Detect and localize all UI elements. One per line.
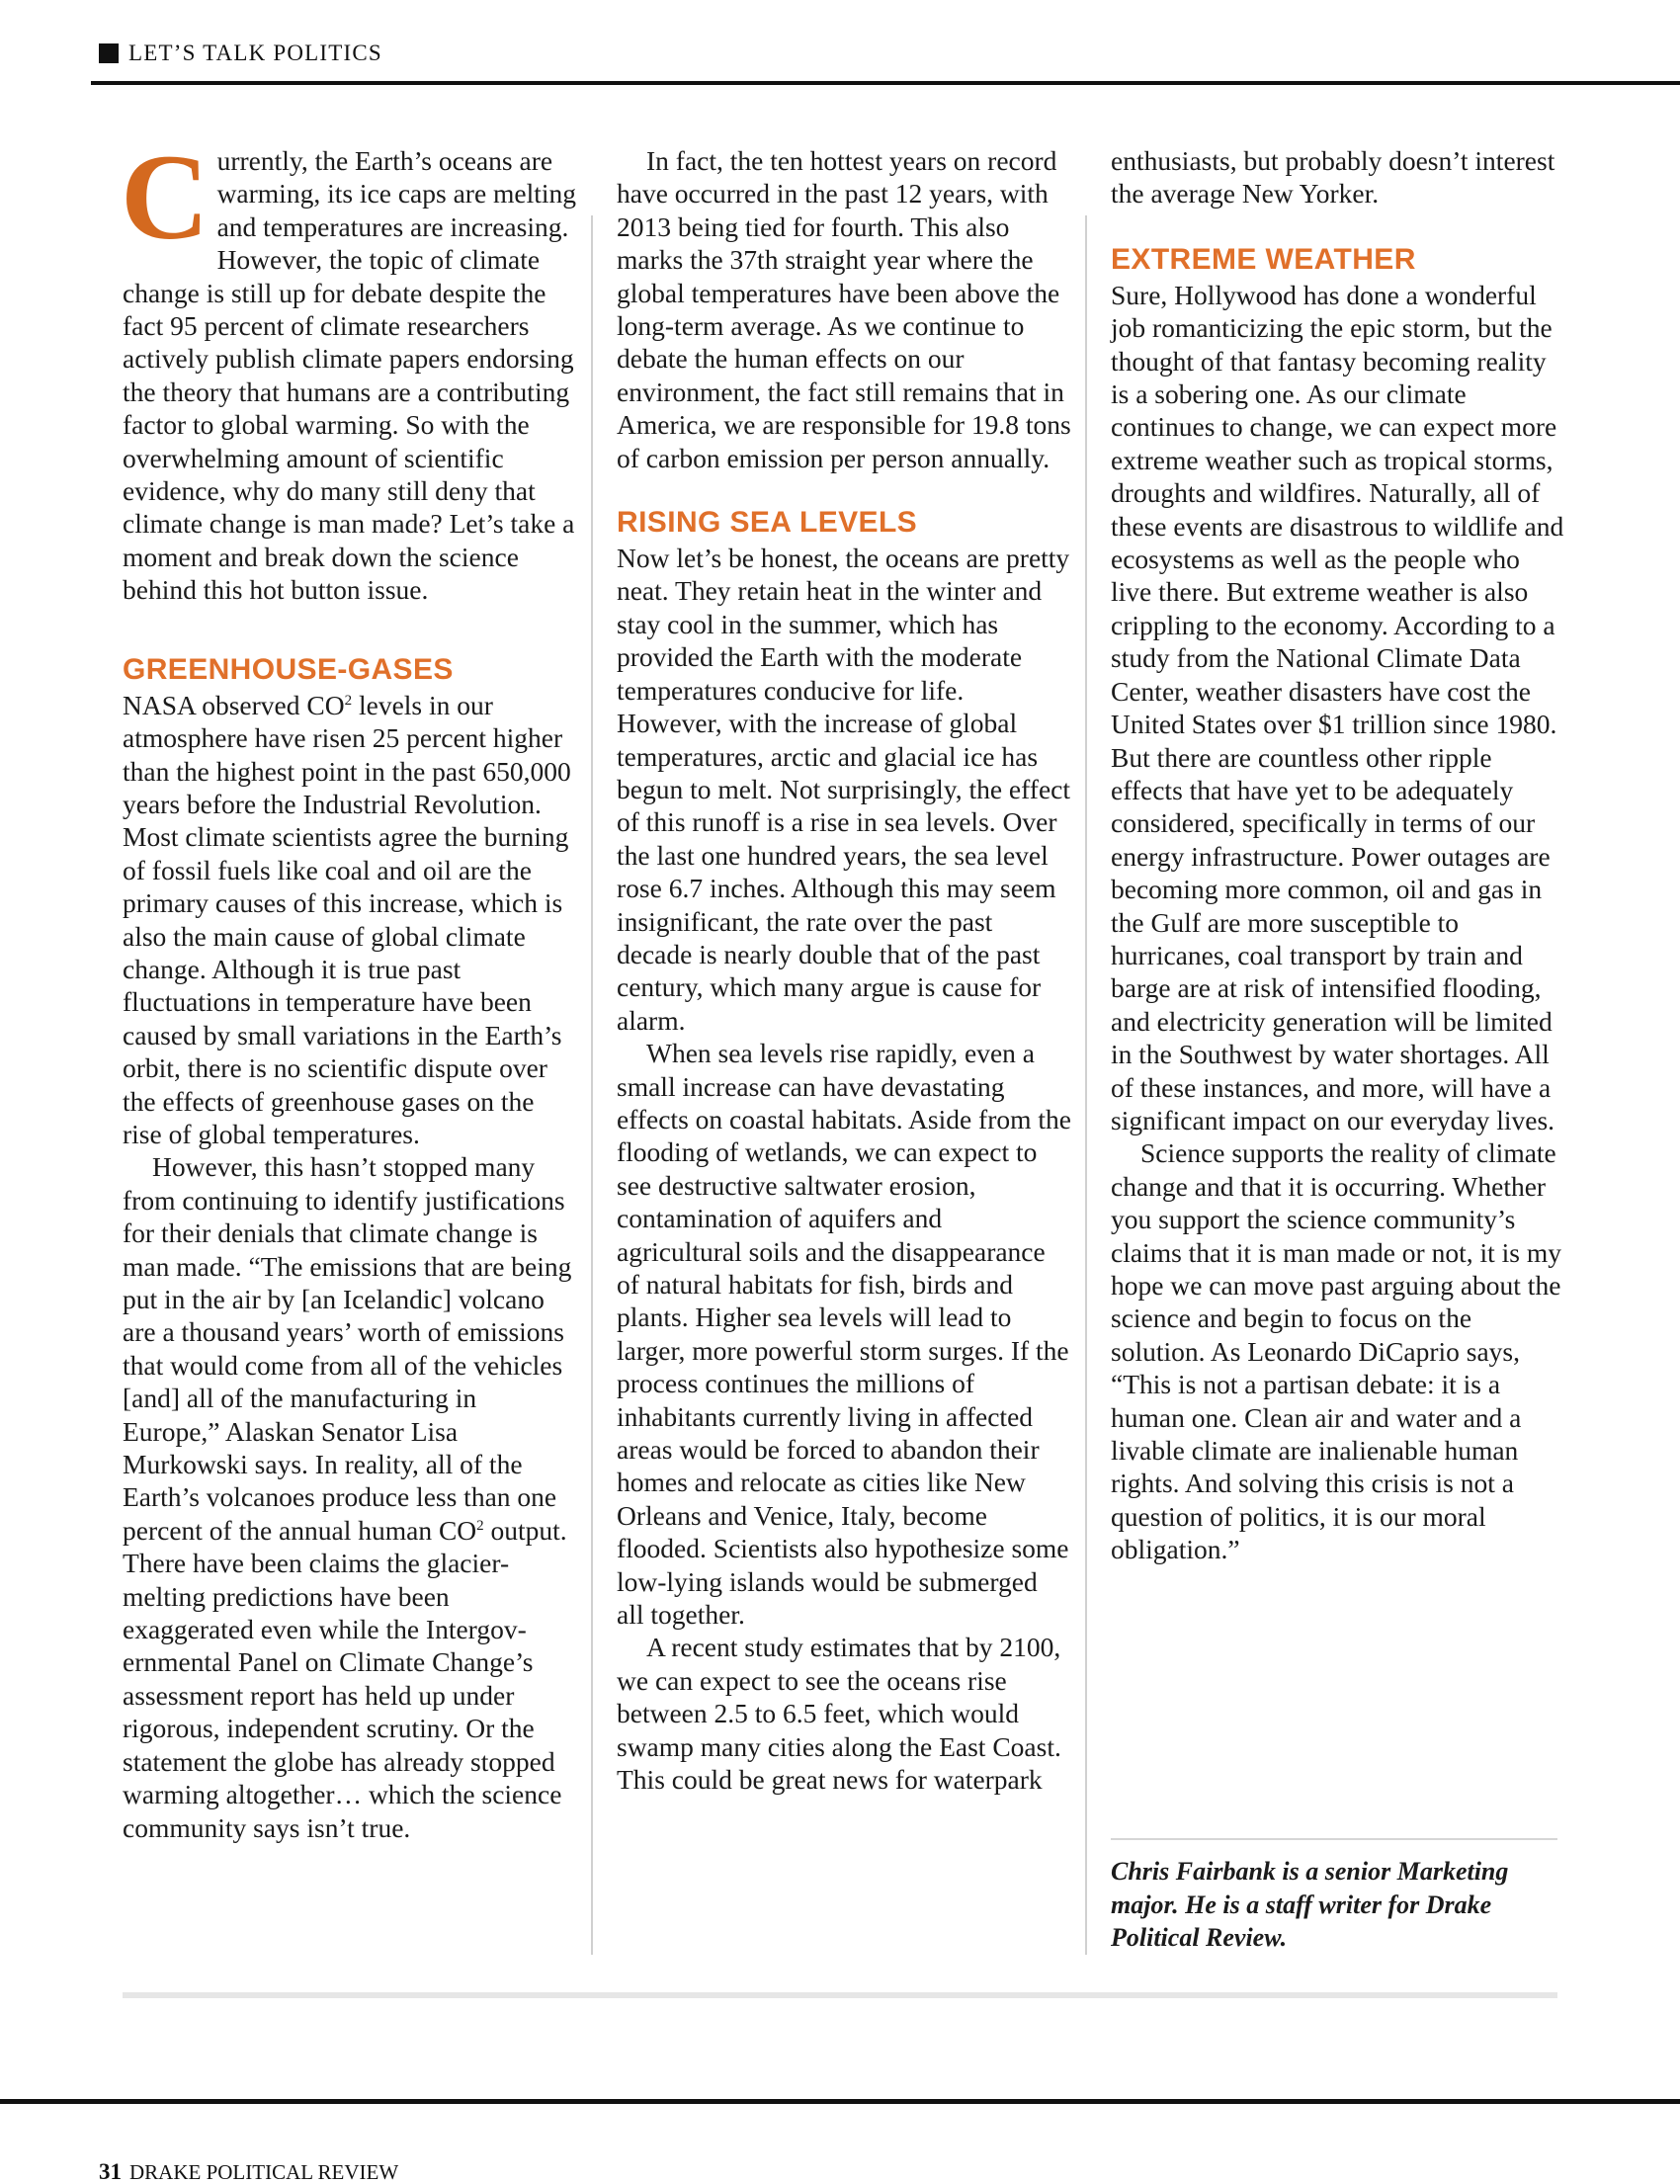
intro-paragraph: Currently, the Earth’s oceans are warming, its ice caps are melting and temperatures are increasing. However, the topic of climate change is still up for debate despite the fact 95 percent of climate researchers actively publish climate papers endorsing the theory that humans are a contributing factor to global warming. So with the overwhelming amount of scientific evidence, why do many still deny that climate change is man made? Let’s take a moment and break down the science behind this hot button issue. <box>121 129 577 606</box>
drop-cap: C <box>121 129 210 265</box>
paragraph: Sure, Hollywood has done a wonderful job romanticizing the epic storm, but the thought of that fantasy becoming reality is a sobering one. As our climate continues to change, we can expect more extreme weather such as tropical storms, droughts and wildfires. Naturally, all of these events are disastrous to wildlife and ecosystems as well as the people who live there. But extreme weather is also crippling to the economy. According to a study from the National Climate Data Center, weather disasters have cost the United States over $1 trillion since 1980. But there are countless other ripple effects that have yet to be adequately considered, specifically in terms of our energy infrastructure. Power outages are becoming more common, oil and gas in the Gulf are more susceptible to hurricanes, coal transport by train and barge are at risk of intensified flooding, and electricity generation will be limited in the Southwest by water shortages. All of these instances, and more, will have a significant impact on our everyday lives. <box>1111 279 1564 1135</box>
section-label: LET’S TALK POLITICS <box>128 41 382 65</box>
paragraph: When sea levels rise rapidly, even a small increase can have devastating effects on coastal habitats. Aside from the flooding of wetlands, we can expect to see destructive saltwater erosion, contamination of aquifers and agricultural soils and the disappearance of natural habitats for fish, birds and plants. Higher sea levels will lead to larger, more powerful storm surges. If the process continues the millions of inhabitants currently living in affected areas would be forced to abandon their homes and relocate as cities like New Orleans and Venice, Italy, become flooded. Scientists also hypothesize some low-lying islands would be submerged all together. <box>617 1038 1071 1631</box>
paragraph-continuation: enthusiasts, but probably doesn’t interest the average New Yorker. <box>1111 145 1555 210</box>
footer-rule <box>0 2099 1680 2104</box>
paragraph: Science supports the reality of climate change and that it is occurring. Whether you support the science community’s claims that it is man made or not, it is my hope we can move past arguing about the science and begin to focus on the solution. As Leonardo DiCaprio says, “This is not a partisan debate: it is a human one. Clean air and water and a livable climate are inalienable human rights. And solving this crisis is not a question of politics, it is our moral obligation.” <box>1111 1137 1561 1565</box>
publication-name: DRAKE POLITICAL REVIEW <box>129 2160 399 2184</box>
section-heading-rising-sea-levels: RISING SEA LEVELS <box>617 506 918 540</box>
header-rule <box>91 81 1680 85</box>
paragraph: However, this hasn’t stopped many from continuing to identify justifications for their denials that climate change is man made. “The emissions that are being put in the air by [an Icelandic] volcano are a thousand years’ worth of emissions that would come from all of the vehicles [and] all of the manufacturing in Europe,” Alaskan Senator Lisa Murkowski says. In reality, all of the Earth’s volcanoes produce less than one percent of the annual human $CO^2$ output. There have been claims the glacier-melting predictions have been exaggerated even while the Intergovernmental Panel on Climate Change’s assessment report has held up under rigorous, independent scrutiny. Or the statement the globe has already stopped warming altogether… which the science community says isn’t true. <box>123 1151 572 1843</box>
author-bio: Chris Fairbank is a senior Marketing major. He is a staff writer for Drake Political Review. <box>1111 1857 1509 1952</box>
page-number: 31 <box>99 2159 122 2184</box>
section-heading-extreme-weather: EXTREME WEATHER <box>1111 242 1416 276</box>
column-divider <box>591 215 593 1955</box>
section-heading-greenhouse: GREENHOUSE-GASES <box>123 652 454 686</box>
section-marker-square <box>99 43 119 63</box>
paragraph: Now let’s be honest, the oceans are pretty neat. They retain heat in the winter and stay cool in the summer, which has provided the Earth with the moderate temperatures conducive for life. However, with the increase of global temperatures, arctic and glacial ice has begun to melt. Not surprisingly, the effect of this runoff is a rise in sea levels. Over the last one hundred years, the sea level rose 6.7 inches. Although this may seem insignificant, the rate over the past decade is nearly double that of the past century, which many argue is cause for alarm. <box>617 543 1071 1036</box>
page-footer <box>99 2160 398 2184</box>
bio-divider <box>1111 1838 1557 1840</box>
footer-band <box>123 1992 1557 1998</box>
paragraph: In fact, the ten hottest years on record have occurred in the past 12 years, with 2013 being tied for fourth. This also marks the 37th straight year where the global temperatures have been above the long-term average. As we continue to debate the human effects on our environment, the fact still remains that in America, we are responsible for 19.8 tons of carbon emission per person annually. <box>617 145 1071 473</box>
article-column-2 <box>617 144 1071 1797</box>
article-column-3 <box>1111 144 1565 1566</box>
paragraph: NASA observed $CO^2$ levels in our atmosphere have risen 25 percent higher than the highest point in the past 650,000 years before the Industrial Revolution. Most climate scientists agree the burning of fossil fuels like coal and oil are the primary causes of this increase, which is also the main cause of global climate change. Although it is true past fluctuations in temperature have been caused by small variations in the Earth’s orbit, there is no scientific dispute over the effects of greenhouse gases on the rise of global temperatures. <box>123 689 571 1149</box>
column-divider <box>1085 215 1087 1955</box>
article-column-1 <box>121 129 577 1844</box>
paragraph: A recent study estimates that by 2100, we can expect to see the oceans rise between 2.5 to 6.5 feet, which would swamp many cities along the East Coast. This could be great news for waterpark <box>617 1632 1061 1796</box>
